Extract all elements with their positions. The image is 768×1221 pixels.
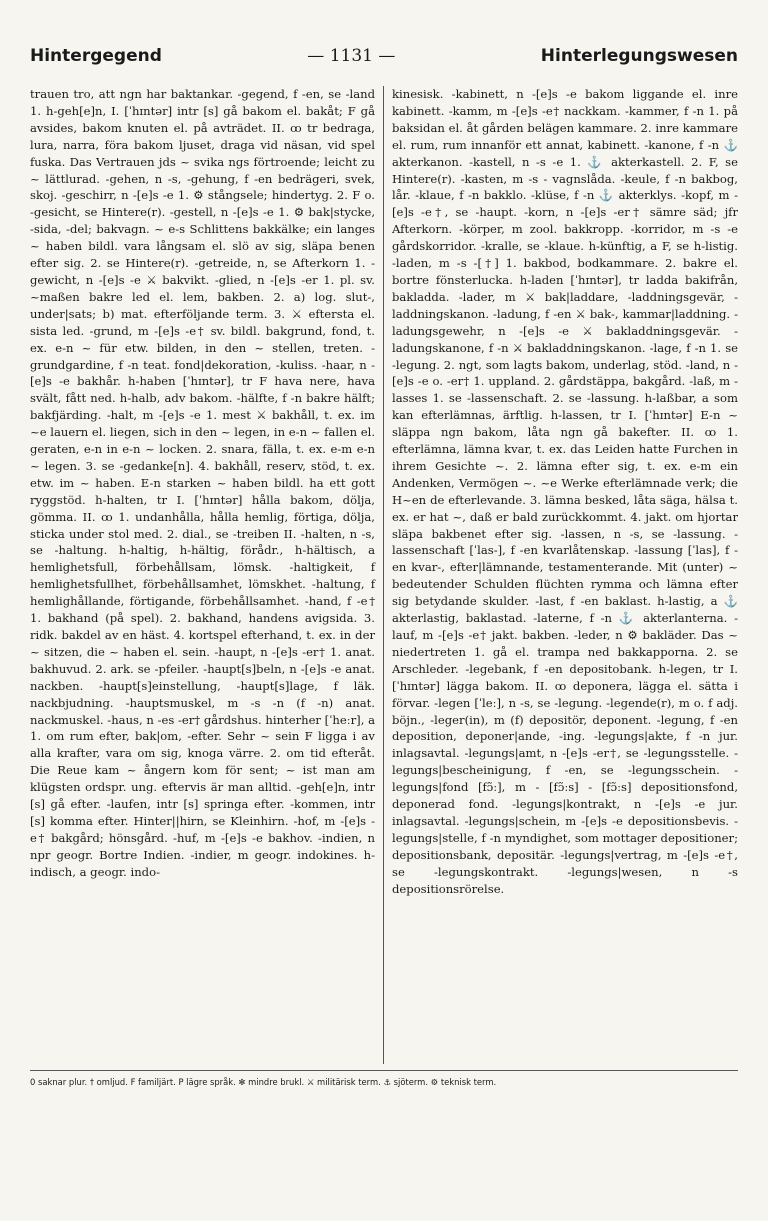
left-guide-word: Hintergegend xyxy=(30,46,162,66)
page-number: — 1131 — xyxy=(307,46,396,66)
left-column xyxy=(30,86,384,1064)
left-column-text: trauen tro, att ngn har baktankar. -gegend, f -en, se -land 1. h-geh[e]n, I. [ˈhɪntər] intr [s] gå bakom el. bakåt; F gå avsides, bakom knuten el. på avträdet. II. ꝏ tr bedraga, lura, narra, föra bakom ljuset, draga vid näsan, vid spel fuska. Das Vertrauen jds ~ svika ngs förtroende; leicht zu ~ lättlurad. -gehen, n -s, -gehung, f -en bedrägeri, svek, skoj. -geschirr, n -[e]s -e 1. ⚙ stångsele; hindertyg. 2. F o. -gesicht, se Hintere(r). -gestell, n -[e]s -e 1. ⚙ bak|stycke, -sida, -del; bakvagn. ~ e-s Schlittens bakkälke; ein langes ~ haben bildl. vara långsam el. slö av sig, släpa benen efter sig. 2. se Hintere(r). -getreide, n, se Afterkorn 1. -gewicht, n -[e]s -e ⚔ bakvikt. -glied, n -[e]s -er 1. pl. sv. ~maßen bakre led el. lem, bakben. 2. a) log. slut-, under|sats; b) mat. efterföljande term. 3. ⚔ eftersta el. sista led. -grund, m -[e]s -e† sv. bildl. bakgrund, fond, t. ex. e-n ~ für etw. bilden, in den ~ stellen, treten. -grundgardine, f -n teat. fond|dekoration, -kuliss. -haar, n -[e]s -e bakhår. h-haben [ˈhɪntər], tr F hava nere, hava svält, fått ned. h-halb, adv bakom. -hälfte, f -n bakre hälft; bakfjärding. -halt, m -[e]s -e 1. mest ⚔ bakhåll, t. ex. im ~e lauern el. liegen, sich in den ~ legen, in e-n ~ fallen el. geraten, e-n in e-n ~ locken. 2. snara, fälla, t. ex. e-m e-n ~ legen. 3. se -gedanke[n]. 4. bakhåll, reserv, stöd, t. ex. etw. im ~ haben. E-n starken ~ haben bildl. ha ett gott ryggstöd. h-halten, tr I. [ˈhɪntər] hålla bakom, dölja, gömma. II. ꝏ 1. undanhålla, hålla hemlig, förtiga, dölja, sticka under stol med. 2. dial., se -treiben II. -halten, n -s, se -haltung. h-haltig, h-hältig, förådr., h-hältisch, a hemlighetsfull, förbehållsam, lömsk. -haltigkeit, f hemlighetsfullhet, förbehållsamhet, lömskhet. -haltung, f hemlighållande, förtigande, förbehållsamhet. -hand, f -e† 1. bakhand (på spel). 2. bakhand, handens avigsida. 3. ridk. bakdel av en häst. 4. kortspel efterhand, t. ex. in der ~ sitzen, die ~ haben el. sein. -haupt, n -[e]s -er† 1. anat. bakhuvud. 2. ark. se -pfeiler. -haupt[s]beln, n -[e]s -e anat. nackben. -haupt[s]einstellung, -haupt[s]lage, f läk. nackbjudning. -hauptsmuskel, m -s -n (f -n) anat. nackmuskel. -haus, n -es -er† gårdshus. hinterher [ˈheːr], a 1. om rum efter, bak|om, -efter. Sehr ~ sein F ligga i av alla krafter, vara om sig, knoga värre. 2. om tid efteråt. Die Reue kam ~ ångern kom för sent; ~ ist man am klügsten ordspr. ung. eftervis är man alltid. -geh[e]n, intr [s] gå efter. -laufen, intr [s] springa efter. -kommen, intr [s] komma efter. Hinter||hirn, se Kleinhirn. -hof, m -[e]s -e† bakgård; hönsgård. -huf, m -[e]s -e bakhov. -indien, n npr geogr. Bortre Indien. -indier, m geogr. indokines. h-indisch, a geogr. indo- xyxy=(30,87,376,879)
text-columns xyxy=(30,86,738,1064)
right-column-text: kinesisk. -kabinett, n -[e]s -e bakom liggande el. inre kabinett. -kamm, m -[e]s -e† nackkam. -kammer, f -n 1. på baksidan el. åt gården belägen kammare. 2. inre kammare el. rum, rum innanför ett annat, kabinett. -kanone, f -n ⚓ akterkanon. -kastell, n -s -e 1. ⚓ akterkastell. 2. F, se Hintere(r). -kasten, m -s - vagnslåda. -keule, f -n bakbog, lår. -klaue, f -n bakklo. -klüse, f -n ⚓ akterklys. -kopf, m -[e]s -e†, se -haupt. -korn, n -[e]s -er† sämre säd; jfr Afterkorn. -körper, m zool. bakkropp. -korridor, m -s -e gårdskorridor. -kralle, se -klaue. h-künftig, a F, se h-listig. -laden, m -s -[†] 1. bakbod, bodkammare. 2. bakre el. bortre fönsterlucka. h-laden [ˈhɪntər], tr ladda bakifrån, bakladda. -lader, m ⚔ bak|laddare, -laddningsgevär, -laddningskanon. -ladung, f -en ⚔ bak-, kammar|laddning. -ladungsgewehr, n -[e]s -e ⚔ bakladdningsgevär. -ladungskanone, f -n ⚔ bakladdningskanon. -lage, f -n 1. se -legung. 2. ngt, som lagts bakom, underlag, stöd. -land, n -[e]s -e o. -er† 1. uppland. 2. gårdstäppa, bakgård. -laß, m -lasses 1. se -lassenschaft. 2. se -lassung. h-laßbar, a som kan efterlämnas, ärftlig. h-lassen, tr I. [ˈhɪntər] E-n ~ släppa ngn bakom, låta ngn gå bakefter. II. ꝏ 1. efterlämna, lämna kvar, t. ex. das Leiden hatte Furchen in ihrem Gesichte ~. 2. lämna efter sig, t. ex. e-m ein Andenken, Vermögen ~. ~e Werke efterlämnade verk; die H~en de efterlevande. 3. lämna besked, låta säga, hälsa t. ex. er hat ~, daß er bald zurückkommt. 4. jakt. om hjortar släpa bakbenet efter sig. -lassen, n -s, se -lassung. -lassenschaft [ˈlas-], f -en kvarlåtenskap. -lassung [ˈlas], f -en kvar-, efter|lämnande, testamenterande. Mit (unter) ~ bedeutender Schulden flüchten rymma och lämna efter sig betydande skulder. -last, f -en baklast. h-lastig, a ⚓ akterlastig, baklastad. -laterne, f -n ⚓ akterlanternа. -lauf, m -[e]s -e† jakt. bakben. -leder, n ⚙ bakläder. Das ~ niedertreten 1. gå el. trampa ned bakkapporna. 2. se Arschleder. -legebank, f -en depositobank. h-legen, tr I. [ˈhɪntər] lägga bakom. II. ꝏ deponera, lägga el. sätta i förvar. -legen [ˈleː], n -s, se -legung. -legende(r), m o. f adj. böjn., -leger(in), m (f) depositör, deponent. -legung, f -en deposition, deponer|ande, -ing. -legungs|akte, f -n jur. inlagsavtal. -legungs|amt, n -[e]s -er†, se -legungsstelle. -legungs|bescheinigung, f -en, se -legungsschein. -legungs|fond [fɔ̃ː], m - [fɔ̃ːs] - [fɔ̃ːs] depositionsfond, deponerad fond. -legungs|kontrakt, n -[e]s -e jur. inlagsavtal. -legungs|schein, m -[e]s -e depositionsbevis. -legungs|stelle, f -n myndighet, som mottager depositioner; depositionsbank, depositär. -legungs|vertrag, m -[e]s -e†, se -legungskontrakt. -legungs|wesen, n -s depositionsrörelse. xyxy=(392,87,738,896)
page-header xyxy=(30,46,738,76)
footer-divider xyxy=(30,1070,738,1071)
abbreviation-legend: 0 saknar plur. † omljud. F familjärt. P lägre språk. ✻ mindre brukl. ⚔ militärisk term. ⚓ sjöterm. ⚙ teknisk term. xyxy=(30,1077,497,1087)
right-column xyxy=(384,86,738,1064)
right-guide-word: Hinterlegungswesen xyxy=(540,46,738,66)
